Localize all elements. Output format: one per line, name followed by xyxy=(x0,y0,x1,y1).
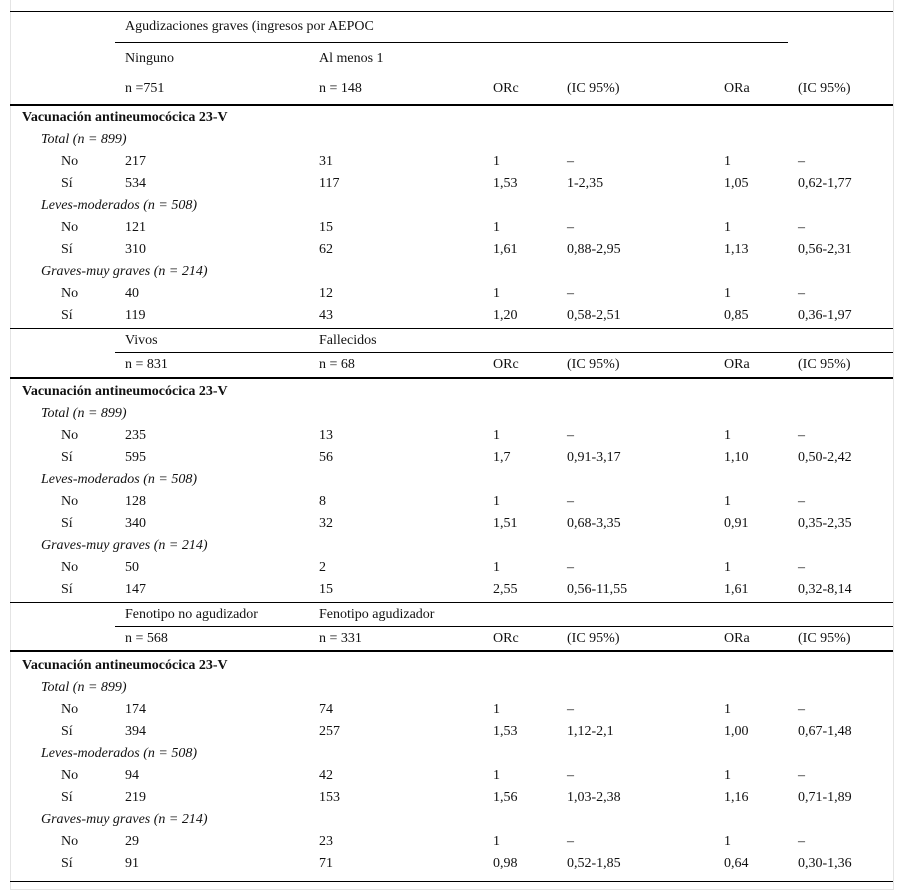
sec2-data-cell: – xyxy=(798,834,805,849)
sec2-data-cell: 1,56 xyxy=(493,790,518,805)
sec0-header-cell: n = 148 xyxy=(319,81,362,96)
sec0-data-cell: 0,88-2,95 xyxy=(567,242,621,257)
sec2-row-label: No xyxy=(61,834,79,849)
sec0-subgroup-label: Total (n = 899) xyxy=(41,132,127,147)
sec0-data-cell: 1,20 xyxy=(493,308,518,323)
sec1-data-cell: – xyxy=(798,494,805,509)
sec2-data-cell: 1,16 xyxy=(724,790,749,805)
sec1-header-cell: n = 68 xyxy=(319,357,355,372)
sec0-data-cell: 117 xyxy=(319,176,340,191)
sec1-data-cell: 0,91 xyxy=(724,516,749,531)
sec2-subgroup-label: Graves-muy graves (n = 214) xyxy=(41,812,208,827)
sec0-header-cell: (IC 95%) xyxy=(567,81,620,96)
sec2-header-cell: (IC 95%) xyxy=(567,631,620,646)
sec0-data-cell: – xyxy=(798,154,805,169)
sec0-data-cell: 0,56-2,31 xyxy=(798,242,852,257)
sec0-data-cell: 40 xyxy=(125,286,139,301)
sec2-data-cell: 1 xyxy=(493,834,500,849)
sec1-data-cell: 0,50-2,42 xyxy=(798,450,852,465)
sec0-row-label: No xyxy=(61,220,79,235)
sec0-header-rule xyxy=(10,104,893,106)
sec0-data-cell: – xyxy=(798,220,805,235)
sec1-header-rule xyxy=(10,377,893,379)
sec1-row-label: Sí xyxy=(61,582,73,597)
sec1-section-title: Vacunación antineumocócica 23-V xyxy=(22,384,228,399)
sec1-row-label: Sí xyxy=(61,450,73,465)
sec0-data-cell: 1,61 xyxy=(493,242,518,257)
sec1-data-cell: 0,68-3,35 xyxy=(567,516,621,531)
sec0-header-cell: ORc xyxy=(493,81,519,96)
sec0-data-cell: 1,53 xyxy=(493,176,518,191)
sec2-header-cell: n = 331 xyxy=(319,631,362,646)
sec1-data-cell: 0,56-11,55 xyxy=(567,582,628,597)
sec2-row-label: Sí xyxy=(61,790,73,805)
sec1-row-label: No xyxy=(61,428,79,443)
sec1-data-cell: 0,32-8,14 xyxy=(798,582,852,597)
sec1-data-cell: – xyxy=(798,560,805,575)
sec2-data-cell: 0,30-1,36 xyxy=(798,856,852,871)
sec1-col2-label: Fallecidos xyxy=(319,333,377,348)
sec2-data-cell: – xyxy=(798,768,805,783)
sec0-data-cell: 1 xyxy=(724,286,731,301)
sec0-data-cell: 15 xyxy=(319,220,333,235)
sec2-col2-label: Fenotipo agudizador xyxy=(319,607,435,622)
sec1-header-cell: ORc xyxy=(493,357,519,372)
sec1-data-cell: 1 xyxy=(493,560,500,575)
sec2-data-cell: 0,52-1,85 xyxy=(567,856,621,871)
sec2-row-label: Sí xyxy=(61,724,73,739)
sec2-sub-rule xyxy=(115,626,893,627)
sec0-data-cell: 310 xyxy=(125,242,146,257)
sec0-col2-label: Al menos 1 xyxy=(319,51,384,66)
sec1-data-cell: 235 xyxy=(125,428,146,443)
sec2-header-cell: (IC 95%) xyxy=(798,631,851,646)
sec2-data-cell: 0,64 xyxy=(724,856,749,871)
sec0-data-cell: 1 xyxy=(493,154,500,169)
sec1-data-cell: – xyxy=(567,428,574,443)
sec0-header-cell: (IC 95%) xyxy=(798,81,851,96)
sec0-data-cell: – xyxy=(798,286,805,301)
sec2-row-label: No xyxy=(61,768,79,783)
sec1-data-cell: 1 xyxy=(724,428,731,443)
sec1-data-cell: 2,55 xyxy=(493,582,518,597)
sec2-data-cell: 1 xyxy=(493,702,500,717)
sec1-data-cell: 1 xyxy=(724,494,731,509)
sec2-data-cell: – xyxy=(798,702,805,717)
sec0-data-cell: 1,13 xyxy=(724,242,749,257)
sec2-top-rule xyxy=(10,602,893,603)
sec0-row-label: Sí xyxy=(61,176,73,191)
sec0-header-cell: n =751 xyxy=(125,81,165,96)
sec0-row-label: No xyxy=(61,286,79,301)
sec2-data-cell: 0,67-1,48 xyxy=(798,724,852,739)
sec0-data-cell: 217 xyxy=(125,154,146,169)
sec0-data-cell: – xyxy=(567,286,574,301)
sec1-data-cell: – xyxy=(567,560,574,575)
sec1-data-cell: – xyxy=(567,494,574,509)
sec1-data-cell: 147 xyxy=(125,582,146,597)
sec2-header-cell: n = 568 xyxy=(125,631,168,646)
sec0-data-cell: 1 xyxy=(493,220,500,235)
sec1-data-cell: 1,10 xyxy=(724,450,749,465)
sec0-data-cell: 43 xyxy=(319,308,333,323)
sec0-data-cell: 119 xyxy=(125,308,146,323)
sec1-header-cell: ORa xyxy=(724,357,750,372)
sec0-data-cell: 534 xyxy=(125,176,146,191)
sec1-header-cell: (IC 95%) xyxy=(567,357,620,372)
sec0-top-rule xyxy=(10,11,893,12)
sec0-data-cell: – xyxy=(567,154,574,169)
sec2-data-cell: 1 xyxy=(724,702,731,717)
sec0-section-title: Vacunación antineumocócica 23-V xyxy=(22,110,228,125)
sec0-data-cell: 1 xyxy=(724,154,731,169)
sec1-data-cell: 1 xyxy=(724,560,731,575)
sec1-data-cell: 56 xyxy=(319,450,333,465)
sec0-group-header: Agudizaciones graves (ingresos por AEPOC xyxy=(125,19,374,34)
sec2-header-cell: ORa xyxy=(724,631,750,646)
sec2-data-cell: 1,00 xyxy=(724,724,749,739)
sec2-data-cell: 71 xyxy=(319,856,333,871)
sec2-data-cell: 153 xyxy=(319,790,340,805)
sec2-subgroup-label: Total (n = 899) xyxy=(41,680,127,695)
sec1-row-label: Sí xyxy=(61,516,73,531)
sec2-data-cell: 94 xyxy=(125,768,139,783)
sec1-data-cell: 0,91-3,17 xyxy=(567,450,621,465)
sec0-data-cell: 121 xyxy=(125,220,146,235)
sec0-col1-label: Ninguno xyxy=(125,51,174,66)
sec2-data-cell: 1,12-2,1 xyxy=(567,724,614,739)
sec2-row-label: No xyxy=(61,702,79,717)
sec1-header-cell: n = 831 xyxy=(125,357,168,372)
sec1-data-cell: 13 xyxy=(319,428,333,443)
sec2-data-cell: 1,53 xyxy=(493,724,518,739)
sec1-data-cell: 340 xyxy=(125,516,146,531)
sec2-header-cell: ORc xyxy=(493,631,519,646)
sec0-data-cell: 1 xyxy=(493,286,500,301)
sec1-data-cell: – xyxy=(798,428,805,443)
sec1-subgroup-label: Total (n = 899) xyxy=(41,406,127,421)
sec2-data-cell: 1 xyxy=(493,768,500,783)
sec2-data-cell: 42 xyxy=(319,768,333,783)
sec0-row-label: Sí xyxy=(61,242,73,257)
sec1-data-cell: 0,35-2,35 xyxy=(798,516,852,531)
sec1-data-cell: 128 xyxy=(125,494,146,509)
sec0-data-cell: 0,58-2,51 xyxy=(567,308,621,323)
sec2-data-cell: 1 xyxy=(724,768,731,783)
sec2-header-rule xyxy=(10,650,893,652)
sec0-data-cell: 12 xyxy=(319,286,333,301)
sec1-data-cell: 50 xyxy=(125,560,139,575)
sec2-data-cell: 219 xyxy=(125,790,146,805)
sec1-data-cell: 1 xyxy=(493,428,500,443)
sec0-data-cell: 0,36-1,97 xyxy=(798,308,852,323)
table-bottom-rule xyxy=(10,881,893,882)
sec1-data-cell: 2 xyxy=(319,560,326,575)
sec1-col1-label: Vivos xyxy=(125,333,158,348)
sec1-header-cell: (IC 95%) xyxy=(798,357,851,372)
sec0-data-cell: 31 xyxy=(319,154,333,169)
sec0-data-cell: – xyxy=(567,220,574,235)
sec1-data-cell: 1,7 xyxy=(493,450,511,465)
sec1-subgroup-label: Graves-muy graves (n = 214) xyxy=(41,538,208,553)
sec1-row-label: No xyxy=(61,560,79,575)
sec0-data-cell: 62 xyxy=(319,242,333,257)
sec2-section-title: Vacunación antineumocócica 23-V xyxy=(22,658,228,673)
sec1-data-cell: 595 xyxy=(125,450,146,465)
sec0-row-label: Sí xyxy=(61,308,73,323)
sec2-data-cell: 0,71-1,89 xyxy=(798,790,852,805)
sec2-data-cell: 174 xyxy=(125,702,146,717)
sec0-data-cell: 0,62-1,77 xyxy=(798,176,852,191)
sec0-data-cell: 1-2,35 xyxy=(567,176,604,191)
sec2-data-cell: – xyxy=(567,768,574,783)
sec1-subgroup-label: Leves-moderados (n = 508) xyxy=(41,472,198,487)
sec1-data-cell: 15 xyxy=(319,582,333,597)
sec0-data-cell: 1,05 xyxy=(724,176,749,191)
sec2-data-cell: 0,98 xyxy=(493,856,518,871)
sec1-data-cell: 32 xyxy=(319,516,333,531)
sec1-data-cell: 8 xyxy=(319,494,326,509)
sec2-row-label: Sí xyxy=(61,856,73,871)
sec0-group-rule xyxy=(115,42,788,43)
sec2-data-cell: 74 xyxy=(319,702,333,717)
sec2-data-cell: 1 xyxy=(724,834,731,849)
sec0-header-cell: ORa xyxy=(724,81,750,96)
sec2-subgroup-label: Leves-moderados (n = 508) xyxy=(41,746,198,761)
sec2-col1-label: Fenotipo no agudizador xyxy=(125,607,258,622)
sec2-data-cell: – xyxy=(567,834,574,849)
sec0-subgroup-label: Graves-muy graves (n = 214) xyxy=(41,264,208,279)
sec1-data-cell: 1,51 xyxy=(493,516,518,531)
sec2-data-cell: 257 xyxy=(319,724,340,739)
sec1-top-rule xyxy=(10,328,893,329)
sec1-data-cell: 1,61 xyxy=(724,582,749,597)
sec1-row-label: No xyxy=(61,494,79,509)
sec0-data-cell: 0,85 xyxy=(724,308,749,323)
sec2-data-cell: – xyxy=(567,702,574,717)
sec0-data-cell: 1 xyxy=(724,220,731,235)
sec0-row-label: No xyxy=(61,154,79,169)
sec1-sub-rule xyxy=(115,352,893,353)
sec2-data-cell: 23 xyxy=(319,834,333,849)
sec2-data-cell: 29 xyxy=(125,834,139,849)
sec1-data-cell: 1 xyxy=(493,494,500,509)
sec2-data-cell: 1,03-2,38 xyxy=(567,790,621,805)
sec2-data-cell: 91 xyxy=(125,856,139,871)
sec2-data-cell: 394 xyxy=(125,724,146,739)
sec0-subgroup-label: Leves-moderados (n = 508) xyxy=(41,198,198,213)
